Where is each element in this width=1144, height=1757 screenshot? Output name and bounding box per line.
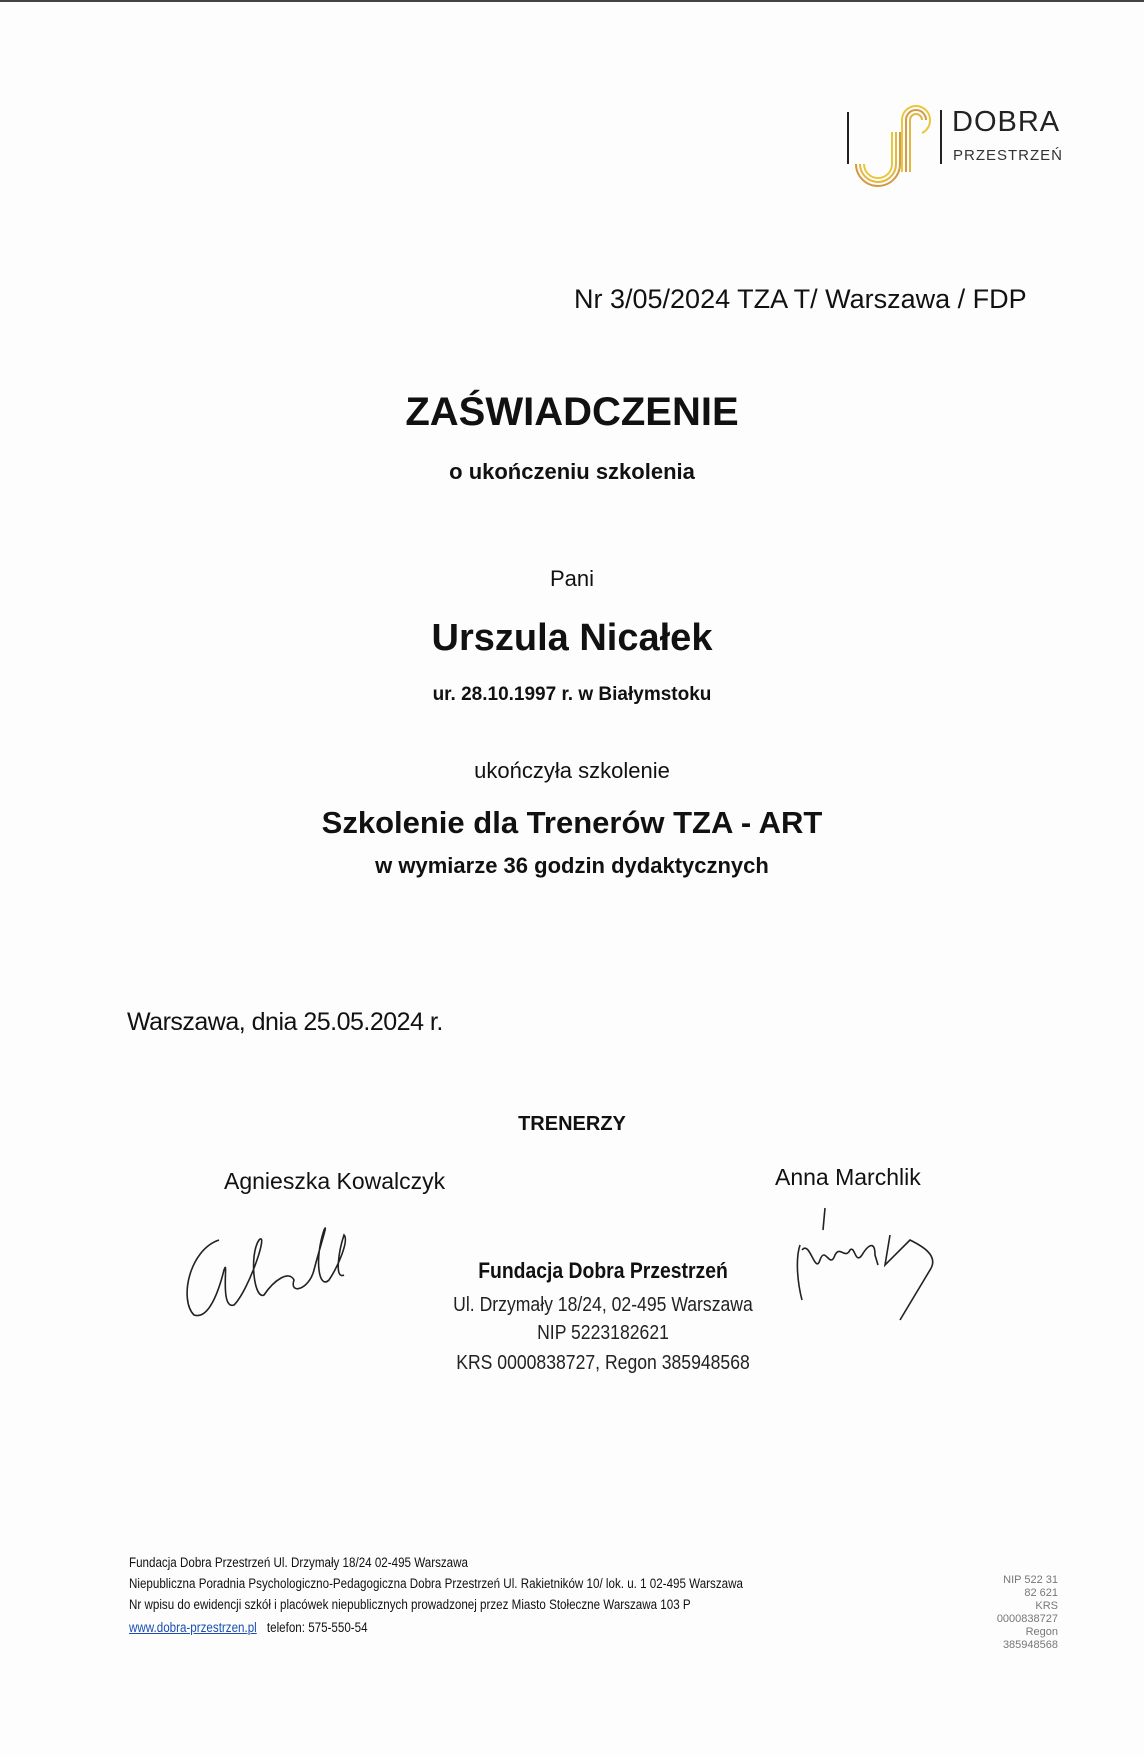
stamp-nip: NIP 5223182621 xyxy=(537,1322,669,1344)
salutation: Pani xyxy=(549,566,595,591)
birth-info: ur. 28.10.1997 r. w Białymstoku xyxy=(432,684,712,705)
footer-line2: Niepubliczna Poradnia Psychologiczno-Pedagogiczna Dobra Przestrzeń Ul. Rakietników 10/ lok. u. 1 02-495 Warszawa xyxy=(129,1576,743,1591)
side-stamp-line: 0000838727 xyxy=(996,1613,1058,1625)
logo-brand-line1: DOBRA xyxy=(952,106,1061,138)
place-date: Warszawa, dnia 25.05.2024 r. xyxy=(127,1008,443,1036)
website-link[interactable]: www.dobra-przestrzen.pl xyxy=(129,1620,257,1635)
stamp-krs-regon: KRS 0000838727, Regon 385948568 xyxy=(456,1352,750,1374)
document-subtitle: o ukończeniu szkolenia xyxy=(449,459,695,484)
side-stamp-line: Regon xyxy=(1025,1626,1058,1638)
footer-line3: Nr wpisu do ewidencji szkół i placówek niepublicznych prowadzonej przez Miasto Stołeczne Warszawa 103 P xyxy=(129,1597,691,1612)
stamp-name: Fundacja Dobra Przestrzeń xyxy=(478,1258,728,1283)
side-stamp-line: 385948568 xyxy=(1002,1639,1058,1651)
course-name: Szkolenie dla Trenerów TZA - ART xyxy=(321,805,823,840)
trainers-heading: TRENERZY xyxy=(518,1113,626,1135)
dobra-przestrzen-logo xyxy=(846,92,1086,192)
document-number: Nr 3/05/2024 TZA T/ Warszawa / FDP xyxy=(574,284,1027,314)
logo-brand-line2: PRZESTRZEŃ xyxy=(953,147,1064,164)
side-stamp-line: KRS xyxy=(1035,1600,1058,1612)
footer-contact xyxy=(129,1620,368,1635)
stamp-address: Ul. Drzymały 18/24, 02-495 Warszawa xyxy=(453,1294,753,1316)
signature-left xyxy=(179,1210,379,1325)
signature-right xyxy=(790,1200,940,1325)
organization-stamp xyxy=(403,1258,803,1388)
footer-line1: Fundacja Dobra Przestrzeń Ul. Drzymały 18/24 02-495 Warszawa xyxy=(129,1555,468,1570)
top-border xyxy=(0,0,1144,2)
side-stamp-line: 82 621 xyxy=(1024,1587,1058,1599)
trainer-right-name: Anna Marchlik xyxy=(775,1164,921,1190)
course-hours: w wymiarze 36 godzin dydaktycznych xyxy=(375,853,769,878)
side-stamp-line: NIP 522 31 xyxy=(1003,1574,1058,1586)
trainer-left-name: Agnieszka Kowalczyk xyxy=(224,1168,446,1194)
completed-text: ukończyła szkolenie xyxy=(474,758,670,783)
document-title: ZAŚWIADCZENIE xyxy=(405,390,739,434)
footer-phone: telefon: 575-550-54 xyxy=(266,1620,368,1635)
recipient-name: Urszula Nicałek xyxy=(431,617,713,659)
